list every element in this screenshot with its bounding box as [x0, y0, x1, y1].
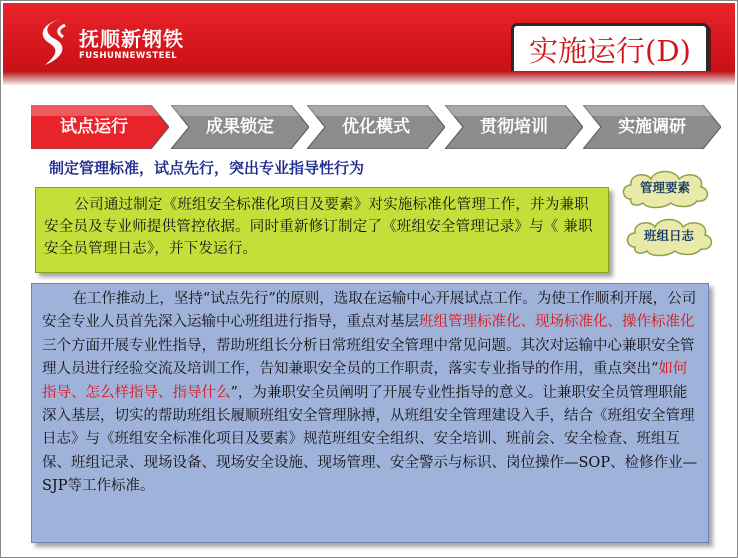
- step-lock-results: [171, 105, 309, 149]
- step-trial-run: [31, 105, 169, 149]
- header-divider: [3, 71, 735, 85]
- slide-title: 实施运行(D): [529, 34, 691, 68]
- highlight-guidance: 如何指导、怎么样指导、指导什么: [42, 361, 688, 401]
- step-label: 贯彻培训: [480, 117, 548, 137]
- text-part: 在工作推动上，坚持“试点先行”的原则，选取在运输中心开展试点工作。为使工作顺利开展，公司安全专业人员首先深入运输中心班组进行指导，重点对基层: [42, 291, 697, 331]
- implementation-paragraph: [32, 284, 708, 499]
- implementation-text-box: [31, 283, 709, 543]
- logo-chinese-text: 抚顺新钢铁: [79, 27, 184, 51]
- tag-label: 班组日志: [643, 228, 694, 243]
- text-part: 三个方面开展专业性指导，帮助班组长分析日常班组安全管理中常见问题。其次对运输中心兼职安全管理人员进行经验交流及培训工作，告知兼职安全员的工作职责，落实专业指导的作用，重点突出“: [42, 337, 695, 378]
- highlight-standardization: 班组管理标准化、现场标准化、操作标准化: [419, 314, 695, 331]
- tag-cloud-team-log: [621, 215, 717, 257]
- company-logo: [37, 17, 187, 67]
- step-label: 优化模式: [342, 117, 410, 137]
- tag-label: 管理要素: [639, 180, 690, 195]
- step-optimize-mode: [307, 105, 445, 149]
- step-label: 成果锁定: [206, 117, 274, 137]
- step-research: [583, 105, 721, 149]
- policy-paragraph: 公司通过制定《班组安全标准化项目及要素》对实施标准化管理工作，并为兼职安全员及专业师提供管控依据。同时重新修订制定了《班组安全管理记录》与《 兼职安全员管理日志》，并下发运行。: [44, 197, 593, 257]
- logo-mark-icon: [37, 17, 71, 67]
- logo-english-text: FUSHUNNEWSTEEL: [79, 51, 178, 61]
- step-label: 实施调研: [618, 117, 686, 137]
- policy-text-box: [35, 187, 609, 273]
- process-steps: [31, 105, 721, 149]
- step-label: 试点运行: [60, 117, 128, 137]
- section-subtitle: 制定管理标准，试点先行，突出专业指导性行为: [49, 159, 365, 177]
- tag-cloud-management-elements: [617, 167, 713, 209]
- step-training: [445, 105, 583, 149]
- text-part: ”，为兼职安全员阐明了开展专业性指导的意义。让兼职安全员管理职能深入基层，切实的帮助班组长履顺班组安全管理脉搏，从班组安全管理建设入手，结合《班组安全管理日志》与《班组安全标准化项目及要素》规范班组安全组织、安全培训、班前会、安全检查、班组互保、班组记录、现场设备、现场安全设施、现场管理、安全警示与标识、岗位操作—SOP、检修作业—SJP等工作标准。: [42, 384, 698, 495]
